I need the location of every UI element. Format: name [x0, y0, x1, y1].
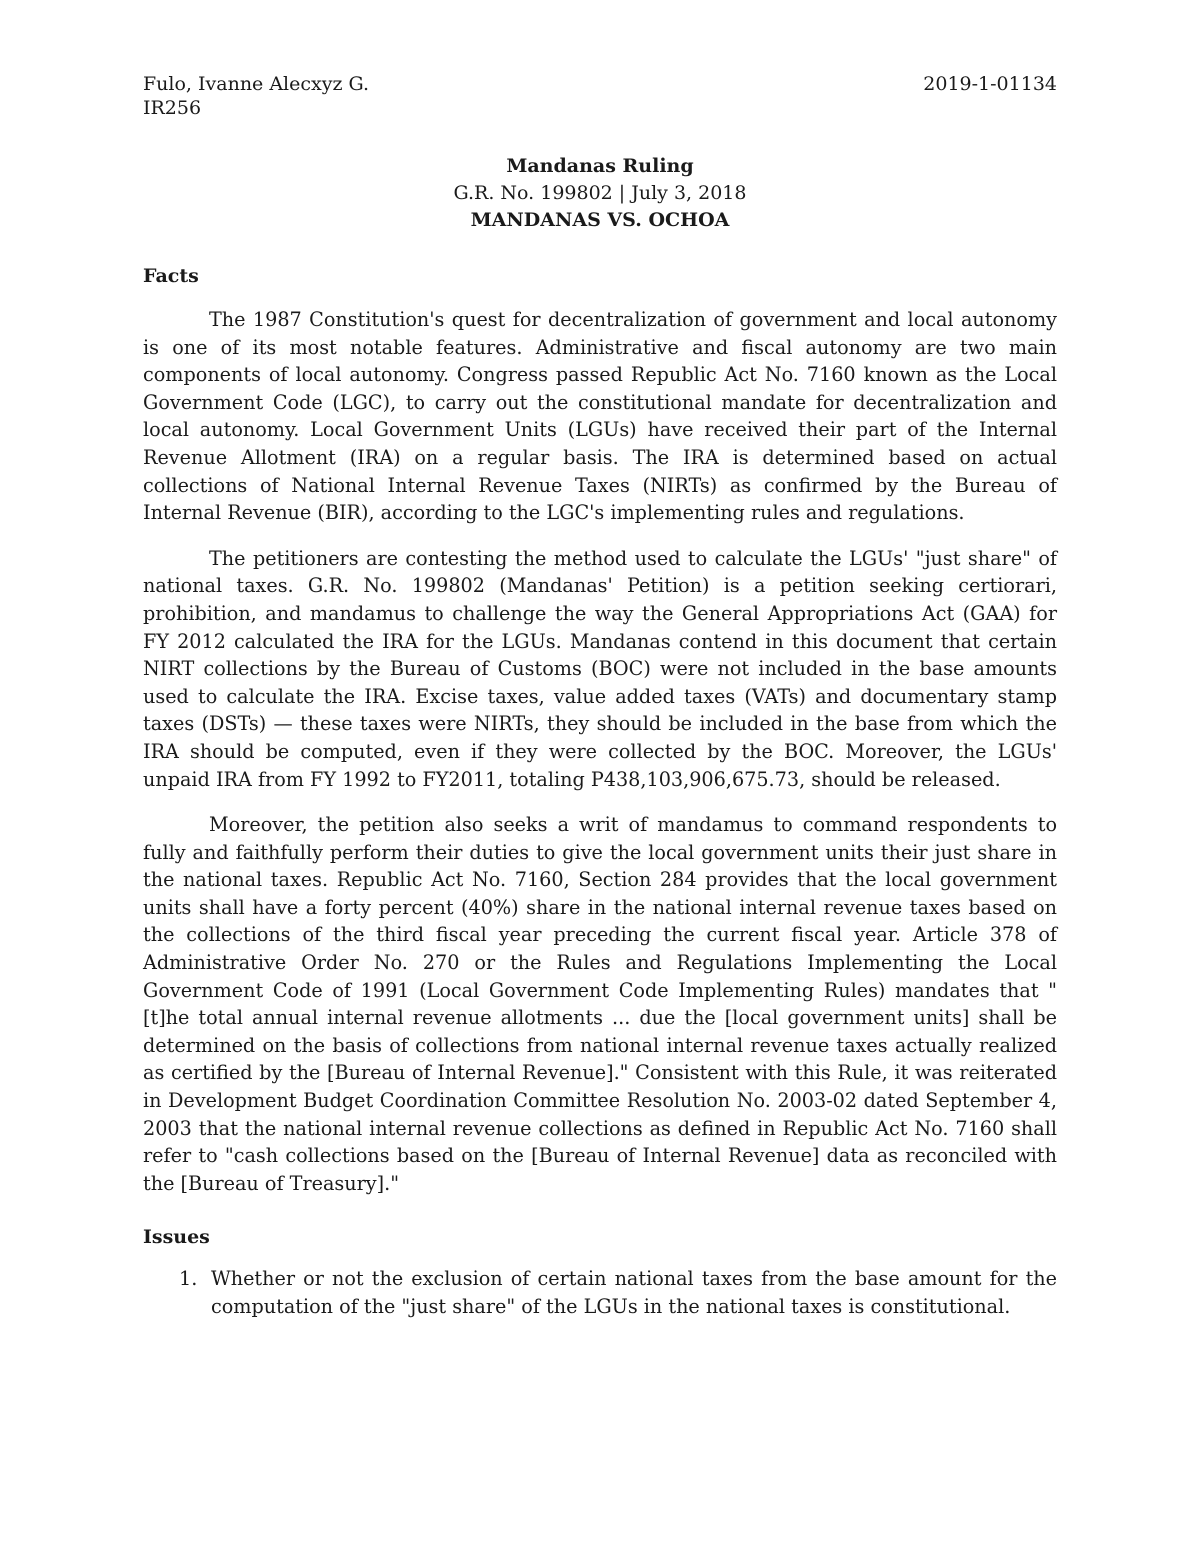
case-name: MANDANAS VS. OCHOA — [470, 209, 730, 231]
facts-paragraph-1: The 1987 Constitution's quest for decentralization of government and local autonomy is one of its most notable features. Administrative and fiscal autonomy are two main components of local autonomy. Congress passed Republic Act No. 7160 known as the Local Government Code (LGC), to carry out the constitutional mandate for decentralization and local autonomy. Local Government Units (LGUs) have received their part of the Internal Revenue Allotment (IRA) on a regular basis. The IRA is determined based on actual collections of National Internal Revenue Taxes (NIRTs) as confirmed by the Bureau of Internal Revenue (BIR), according to the LGC's implementing rules and regulations. — [143, 308, 1057, 525]
facts-paragraph-2: The petitioners are contesting the method used to calculate the LGUs' "just share" of national taxes. G.R. No. 199802 (Mandanas' Petition) is a petition seeking certiorari, prohibition, and mandamus to challenge the way the General Appropriations Act (GAA) for FY 2012 calculated the IRA for the LGUs. Mandanas contend in this document that certain NIRT collections by the Bureau of Customs (BOC) were not included in the base amounts used to calculate the IRA. Excise taxes, value added taxes (VATs) and documentary stamp taxes (DSTs) — these taxes were NIRTs, they should be included in the base from which the IRA should be computed, even if they were collected by the BOC. Moreover, the LGUs' unpaid IRA from FY 1992 to FY2011, totaling P438,103,906,675.73, should be released. — [143, 546, 1057, 791]
header-row — [143, 72, 1057, 96]
issue-number: 1. — [179, 1267, 198, 1291]
document-page — [143, 72, 1057, 1321]
facts-heading: Facts — [143, 265, 199, 287]
student-number: 2019-1-01134 — [923, 73, 1057, 95]
facts-paragraph-3: Moreover, the petition also seeks a writ of mandamus to command respondents to fully and faithfully perform their duties to give the local government units their just share in the national taxes. Republic Act No. 7160, Section 284 provides that the local government units shall have a forty percent (40%) share in the national internal revenue taxes based on the collections of the third fiscal year preceding the current fiscal year. Article 378 of Administrative Order No. 270 or the Rules and Regulations Implementing the Local Government Code of 1991 (Local Government Code Implementing Rules) mandates that "[t]he total annual internal revenue allotments ... due the [local government units] shall be determined on the basis of collections from national internal revenue taxes actually realized as certified by the [Bureau of Internal Revenue]." Consistent with this Rule, it was reiterated in Development Budget Coordination Committee Resolution No. 2003-02 dated September 4, 2003 that the national internal revenue collections as defined in Republic Act No. 7160 shall refer to "cash collections based on the [Bureau of Internal Revenue] data as reconciled with the [Bureau of Treasury]." — [143, 813, 1057, 1195]
course-code: IR256 — [143, 97, 202, 119]
issue-text: Whether or not the exclusion of certain national taxes from the base amount for the computation of the "just share" of the LGUs in the national taxes is constitutional. — [211, 1267, 1057, 1318]
document-title: Mandanas Ruling — [506, 155, 694, 177]
author-name: Fulo, Ivanne Alecxyz G. — [143, 73, 370, 95]
issues-list — [143, 1265, 1057, 1320]
case-citation: G.R. No. 199802 | July 3, 2018 — [453, 182, 747, 204]
issues-heading: Issues — [143, 1226, 210, 1249]
list-item — [143, 1265, 1057, 1320]
title-block — [143, 153, 1057, 234]
